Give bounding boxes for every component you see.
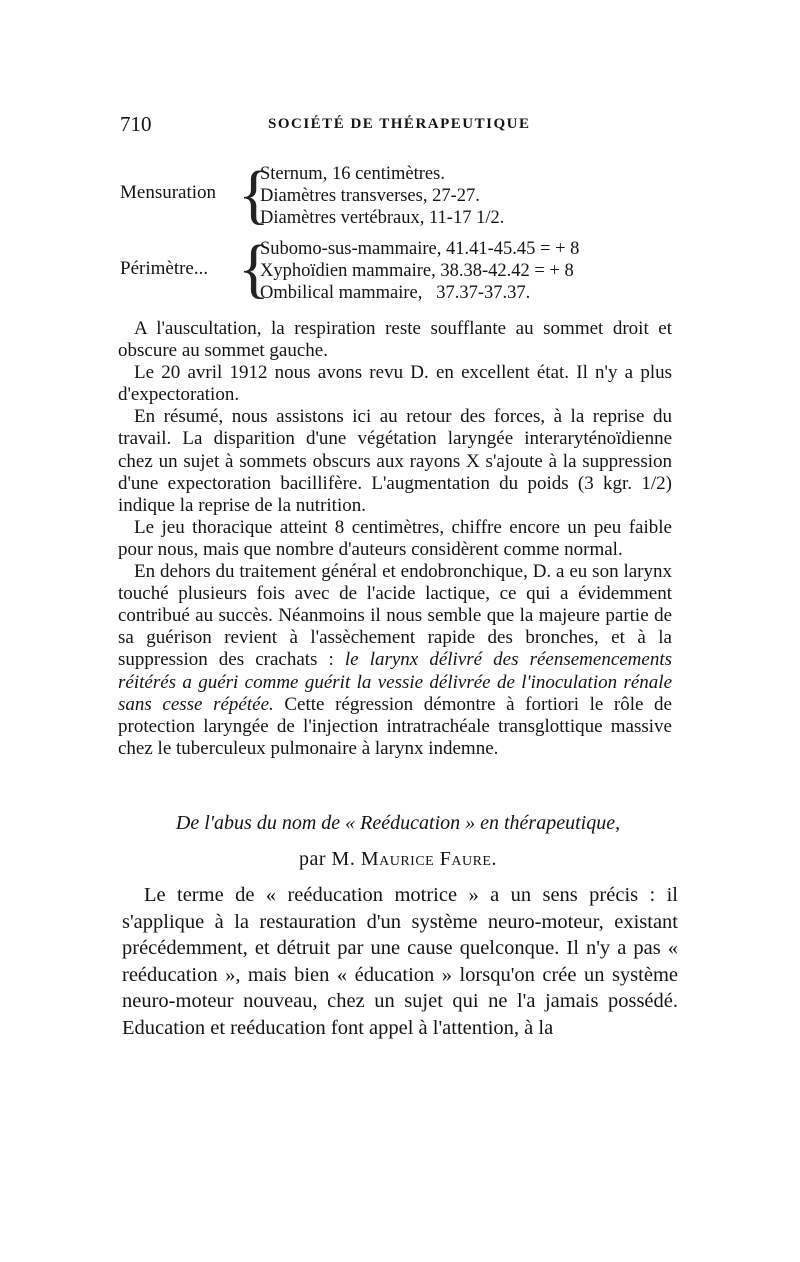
perimetre-line: Ombilical mammaire, 37.37-37.37. bbox=[260, 283, 531, 303]
page-number: 710 bbox=[120, 112, 152, 136]
case-report-text bbox=[118, 318, 672, 760]
paragraph-text: Cette régression démontre à fortiori le rôle de protection laryngée de l'injection intratrachéale transglottique massive chez le tuberculeux pulmonaire à larynx indemne. bbox=[118, 693, 672, 759]
mensuration-brace: { bbox=[238, 158, 270, 231]
article-title: De l'abus du nom de « Reéducation » en thérapeutique, bbox=[175, 812, 621, 834]
mensuration-line: Sternum, 16 centimètres. bbox=[260, 164, 445, 184]
article-author bbox=[118, 848, 678, 871]
paragraph-text: En dehors du traitement général et endobronchique, D. a eu son larynx touché plusieurs fois avec de l'acide lactique, ce qui a évidemment contribué au succès. Néanmoins il nous semble que la majeure partie de sa guérison revient à l'assèchement rapide des bronches, et à la suppression des crachats : bbox=[118, 561, 672, 671]
perimetre-line: Subomo-sus-mammaire, 41.41-45.45 = + 8 bbox=[260, 239, 580, 259]
paragraph: A l'auscultation, la respiration reste soufflante au sommet droit et obscure au sommet gauche. bbox=[118, 318, 672, 362]
perimetre-line: Xyphoïdien mammaire, 38.38-42.42 = + 8 bbox=[260, 261, 574, 281]
author-name: Maurice Faure. bbox=[360, 848, 497, 870]
italic-statement: le larynx délivré des réensemencements réitérés a guéri comme guérit la vessie délivrée de l'inoculation rénale sans cesse répétée. bbox=[118, 649, 673, 715]
perimetre-brace: { bbox=[238, 232, 270, 305]
perimetre-lines bbox=[260, 238, 579, 304]
mensuration-label: Mensuration bbox=[120, 182, 217, 203]
running-title: SOCIÉTÉ DE THÉRAPEUTIQUE bbox=[268, 116, 531, 132]
mensuration-line: Diamètres vertébraux, 11-17 1/2. bbox=[260, 208, 505, 228]
perimetre-block bbox=[120, 234, 680, 304]
running-head bbox=[120, 112, 680, 142]
paragraph: Le terme de « reéducation motrice » a un sens précis : il s'applique à la restauration d'un système neuro-moteur, existant précédemment, et détruit par une cause quelconque. Il n'y a pas « reéducation », mais bien « éducation » lorsqu'on crée un système neuro-moteur nouveau, chez un sujet qui ne l'a jamais possédé. Education et reéducation font appel à l'attention, à la bbox=[122, 884, 678, 1039]
perimetre-label: Périmètre... bbox=[120, 258, 209, 279]
author-prefix: par M. bbox=[299, 848, 356, 870]
paragraph-conclusion bbox=[118, 561, 672, 760]
paragraph: En résumé, nous assistons ici au retour des forces, à la reprise du travail. La disparition d'une végétation laryngée interaryténoïdienne chez un sujet à sommets obscurs aux rayons X s'ajoute à la suppression d'une expectoration bacillifère. L'augmentation du poids (3 kgr. 1/2) indique la reprise de la nutrition. bbox=[118, 406, 672, 516]
article-body bbox=[122, 882, 678, 1041]
mensuration-line: Diamètres transverses, 27-27. bbox=[260, 186, 480, 206]
paragraph: Le jeu thoracique atteint 8 centimètres, chiffre encore un peu faible pour nous, mais que nombre d'auteurs considèrent comme normal. bbox=[118, 516, 672, 560]
paragraph: Le 20 avril 1912 nous avons revu D. en excellent état. Il n'y a plus d'expectoration. bbox=[118, 362, 672, 406]
mensuration-lines bbox=[260, 163, 504, 229]
mensuration-block bbox=[120, 160, 680, 230]
